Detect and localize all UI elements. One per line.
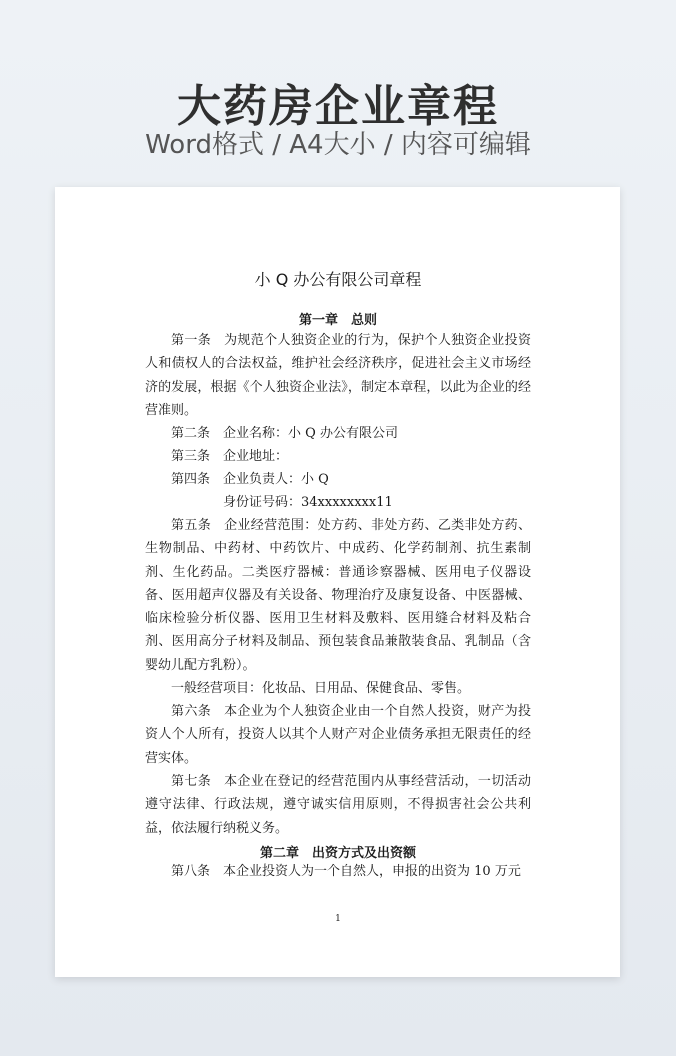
- article-number: 第六条: [171, 704, 212, 719]
- document-page: [55, 187, 620, 977]
- article-2: [145, 422, 557, 445]
- page-subtitle: Word格式 / A4大小 / 内容可编辑: [145, 130, 531, 160]
- article-3: [145, 445, 557, 468]
- article-text: 为规范个人独资企业的行为，保护个人独资企业投资人和债权人的合法权益，维护社会经济秩序，促进社会主义市场经济的发展，根据《个人独资企业法》，制定本章程，以此为企业的经营准则。: [145, 333, 531, 418]
- chapter-1-heading: 第一章 总则: [298, 313, 377, 328]
- article-1: [145, 329, 531, 422]
- article-4-id: 身份证号码：34xxxxxxxx11: [223, 495, 393, 510]
- article-number: 第五条: [171, 518, 212, 533]
- article-number: 第四条: [171, 472, 211, 487]
- article-number: 第八条: [171, 864, 211, 879]
- article-4: [145, 468, 557, 491]
- general-business-items: 一般经营项目：化妆品、日用品、保健食品、零售。: [171, 681, 471, 696]
- article-number: 第七条: [171, 774, 212, 789]
- article-text: 企业名称：小 Q 办公有限公司: [223, 426, 398, 441]
- page-title: 大药房企业章程: [177, 81, 499, 132]
- page-number: 1: [335, 914, 341, 924]
- article-text: 本企业投资人为一个自然人，申报的出资为 10 万元: [223, 864, 521, 879]
- article-5: [145, 514, 531, 677]
- article-text: 企业地址：: [223, 449, 289, 464]
- article-number: 第二条: [171, 426, 211, 441]
- article-7: [145, 770, 531, 840]
- article-number: 第一条: [171, 333, 212, 348]
- article-text: 企业经营范围：处方药、非处方药、乙类非处方药、生物制品、中药材、中药饮片、中成药、化学药制剂、抗生素制剂、生化药品。二类医疗器械：普通诊察器械、医用电子仪器设备、医用超声仪器及有关设备、物理治疗及康复设备、中医器械、临床检验分析仪器、医用卫生材料及敷料、医用缝合材料及粘合剂、医用高分子材料及制品、预包装食品兼散装食品、乳制品（含婴幼儿配方乳粉）。: [145, 518, 531, 673]
- document-title: 小 Q 办公有限公司章程: [254, 270, 422, 289]
- chapter-2-heading: 第二章 出资方式及出资额: [259, 846, 416, 861]
- article-8: [145, 860, 531, 883]
- article-6: [145, 700, 531, 770]
- article-text: 本企业在登记的经营范围内从事经营活动，一切活动遵守法律、行政法规，遵守诚实信用原则，不得损害社会公共利益，依法履行纳税义务。: [145, 774, 531, 836]
- article-number: 第三条: [171, 449, 211, 464]
- article-text: 本企业为个人独资企业由一个自然人投资，财产为投资人个人所有，投资人以其个人财产对企业债务承担无限责任的经营实体。: [145, 704, 531, 766]
- article-text: 企业负责人：小 Q: [223, 472, 329, 487]
